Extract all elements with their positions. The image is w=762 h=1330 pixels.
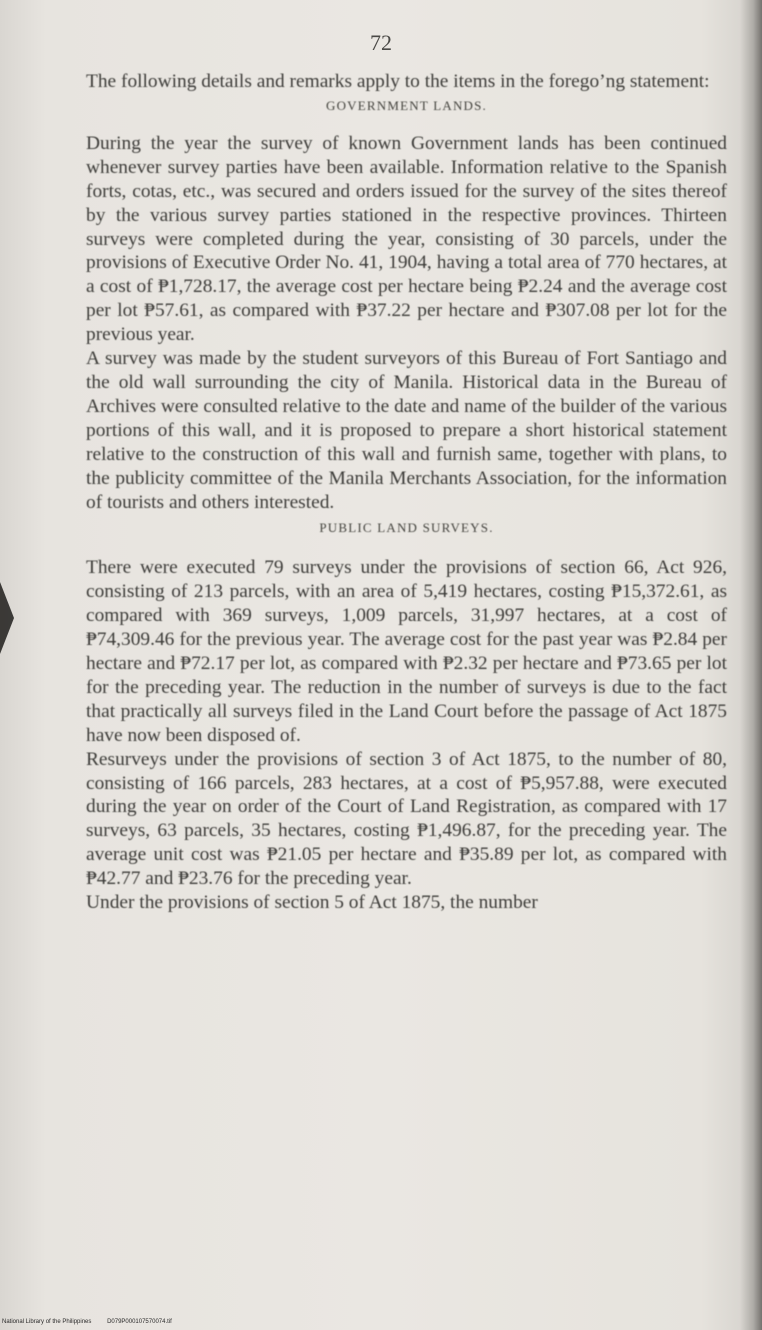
- body-paragraph: A survey was made by the student surveyors of this Bureau of Fort Santiago and the old wall surrounding the city of Manila. Historical data in the Bureau of Archives were consulted relative to the date and name of the builder of the various portions of this wall, and it is proposed to prepare a short historical statement relative to the construction of this wall and furnish same, together with plans, to the publicity committee of the Manila Merchants Association, for the information of tourists and others interested.: [86, 348, 727, 513]
- body-paragraph: During the year the survey of known Government lands has been continued whenever survey parties have been available. Information relative to the Spanish forts, cotas, etc., was secured and orders issued for the survey of the sites thereof by the various survey parties stationed in the respective provinces. Thirteen surveys were completed during the year, consisting of 30 parcels, under the provisions of Executive Order No. 41, 1904, having a total area of 770 hectares, at a cost of ₱1,728.17, the average cost per hectare being ₱2.24 and the average cost per lot ₱57.61, as compared with ₱37.22 per hectare and ₱307.08 per lot for the previous year.: [86, 132, 727, 346]
- body-paragraph: Under the provisions of section 5 of Act 1875, the number: [86, 892, 538, 914]
- footer-library: National Library of the Philippines: [2, 1319, 92, 1325]
- page-number: 72: [370, 30, 392, 55]
- body-paragraph: Resurveys under the provisions of section 3 of Act 1875, to the number of 80, consisting of 166 parcels, 283 hectares, at a cost of ₱5,957.88, were executed during the year on order of the Court of Land Registration, as compared with 17 surveys, 63 parcels, 35 hectares, costing ₱1,496.87, for the preceding year. The average unit cost was ₱21.05 per hectare and ₱35.89 per lot, as compared with ₱42.77 and ₱23.76 for the preceding year.: [86, 748, 727, 890]
- scan-footer: [2, 1319, 186, 1325]
- section-heading-public-land-surveys: PUBLIC LAND SURVEYS.: [319, 520, 494, 536]
- body-paragraph: There were executed 79 surveys under the provisions of section 66, Act 926, consisting of 213 parcels, with an area of 5,419 hectares, costing ₱15,372.61, as compared with 369 surveys, 1,009 parcels, 31,997 hectares, at a cost of ₱74,309.46 for the previous year. The average cost for the past year was ₱2.84 per hectare and ₱72.17 per lot, as compared with ₱2.32 per hectare and ₱73.65 per lot for the preceding year. The reduction in the number of surveys is due to the fact that practically all surveys filed in the Land Court before the passage of Act 1875 have now been disposed of.: [86, 557, 727, 746]
- footer-file-code: D079P000107570074.tif: [107, 1319, 172, 1325]
- intro-paragraph: The following details and remarks apply to the items in the forego’ng statement:: [86, 71, 710, 92]
- document-body: [86, 70, 727, 915]
- page-edge-mark: [0, 582, 14, 654]
- page-binding-shadow: [740, 0, 762, 1330]
- section-heading-government-lands: GOVERNMENT LANDS.: [326, 97, 487, 113]
